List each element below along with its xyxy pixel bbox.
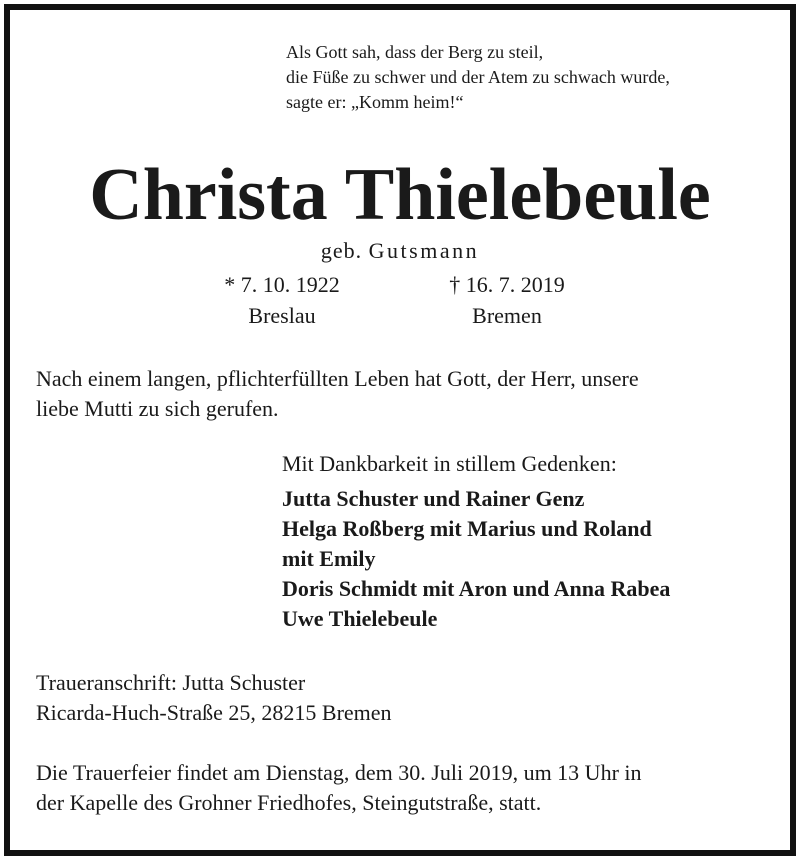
maiden-name-prefix: geb. xyxy=(320,238,363,263)
thanks-line: Mit Dankbarkeit in stillem Gedenken: xyxy=(282,451,617,476)
mourners-list xyxy=(282,484,670,634)
deceased-name: Christa Thielebeule xyxy=(89,154,711,236)
mourner-line: mit Emily xyxy=(282,546,376,571)
mourner-line: Jutta Schuster und Rainer Genz xyxy=(282,486,585,511)
motto-line: sagte er: „Komm heim!“ xyxy=(286,92,464,112)
maiden-surname: Gutsmann xyxy=(368,238,480,263)
funeral-ceremony-text xyxy=(36,758,642,818)
death-info xyxy=(418,270,596,332)
notice-border xyxy=(4,4,796,856)
birth-date: * 7. 10. 1922 xyxy=(224,272,340,297)
motto-verse xyxy=(286,40,670,115)
intro-text xyxy=(36,364,776,424)
death-place: Bremen xyxy=(472,303,542,328)
address-line: Traueranschrift: Jutta Schuster xyxy=(36,670,306,695)
death-date: † 16. 7. 2019 xyxy=(449,272,565,297)
ceremony-line: Die Trauerfeier findet am Dienstag, dem 30. Juli 2019, um 13 Uhr in xyxy=(36,760,642,785)
mourning-address xyxy=(36,668,392,728)
motto-line: die Füße zu schwer und der Atem zu schwach wurde, xyxy=(286,67,670,87)
address-line: Ricarda-Huch-Straße 25, 28215 Bremen xyxy=(36,700,392,725)
mourner-line: Uwe Thielebeule xyxy=(282,606,438,631)
mourner-line: Helga Roßberg mit Marius und Roland xyxy=(282,516,652,541)
birth-info xyxy=(200,270,364,332)
mourner-line: Doris Schmidt mit Aron und Anna Rabea xyxy=(282,576,671,601)
intro-line: Nach einem langen, pflichterfüllten Leben hat Gott, der Herr, unsere xyxy=(36,366,639,391)
ceremony-line: der Kapelle des Grohner Friedhofes, Steingutstraße, statt. xyxy=(36,790,542,815)
motto-line: Als Gott sah, dass der Berg zu steil, xyxy=(286,42,544,62)
maiden-name xyxy=(0,237,800,265)
intro-line: liebe Mutti zu sich gerufen. xyxy=(36,396,279,421)
birth-place: Breslau xyxy=(248,303,316,328)
